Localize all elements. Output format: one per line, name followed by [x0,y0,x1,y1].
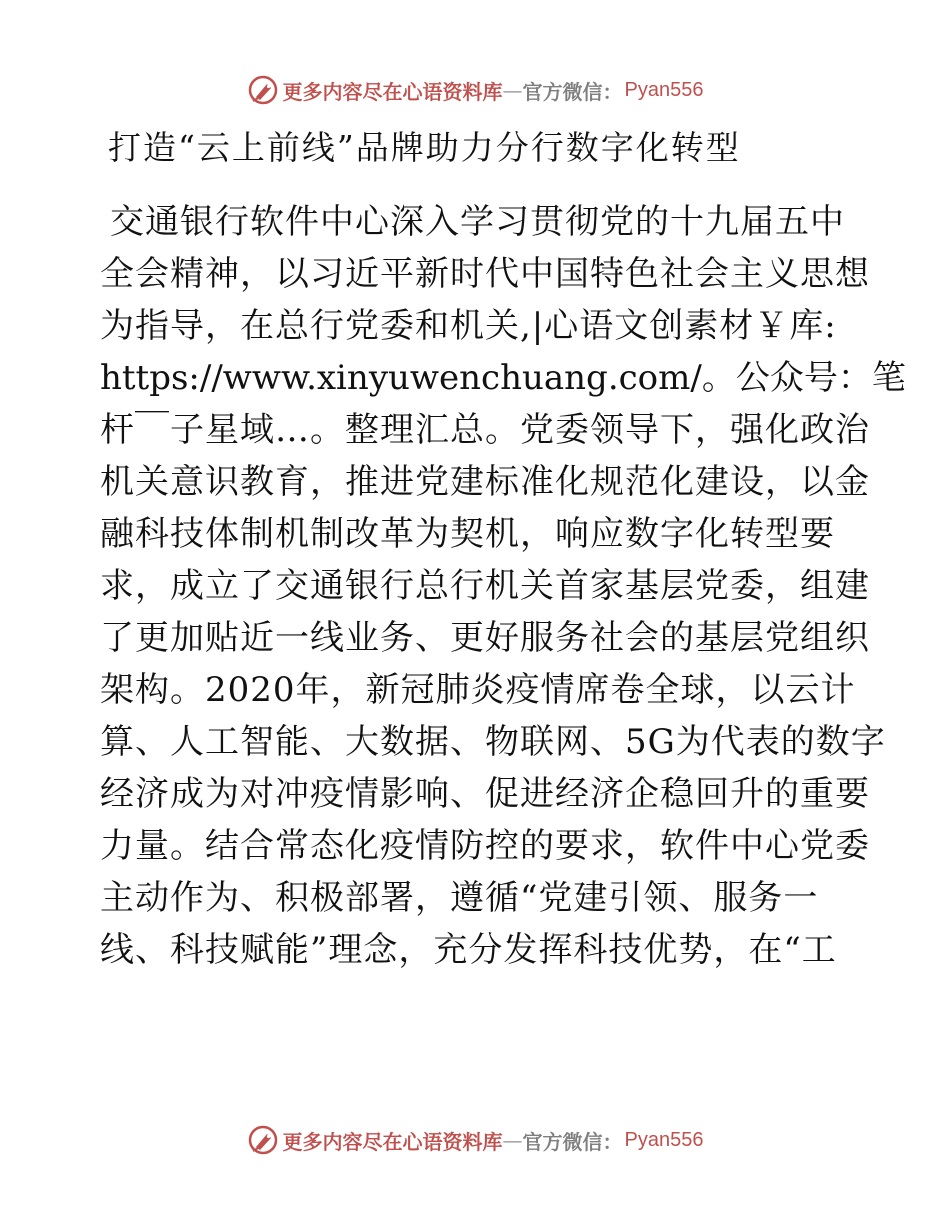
body-line: 机关意识教育，推进党建标准化规范化建设，以金 [100,462,870,502]
banner-brand-text: 更多内容尽在心语资料库 [282,79,503,104]
body-line: 杆￣子星域…。整理汇总。党委领导下，强化政治 [100,410,870,450]
body-line: 线、科技赋能”理念，充分发挥科技优势，在“工 [100,930,837,970]
body-line: 架构。2020年，新冠肺炎疫情席卷全球，以云计 [100,670,856,710]
pen-nib-logo-icon [247,1124,279,1156]
banner-official-label: 官方微信： [522,1129,623,1154]
document-body [100,196,906,976]
banner-dash: — [502,1128,523,1152]
body-line: https://www.xinyuwenchuang.com/。公众号：笔 [100,358,906,398]
header-banner [0,70,950,110]
body-line: 算、人工智能、大数据、物联网、5G为代表的数字 [100,722,886,762]
body-line: 为指导，在总行党委和机关,|心语文创素材￥库: [100,306,837,346]
body-line: 交通银行软件中心深入学习贯彻党的十九届五中 [110,202,845,242]
banner-wechat-id: Pyan556 [624,1128,704,1151]
body-line: 主动作为、积极部署，遵循“党建引领、服务一 [100,878,819,918]
document-title: 打造“云上前线”品牌助力分行数字化转型 [108,128,741,167]
banner-brand-text: 更多内容尽在心语资料库 [282,1129,503,1154]
pen-nib-logo-icon [247,74,279,106]
body-line: 经济成为对冲疫情影响、促进经济企稳回升的重要 [100,774,870,814]
footer-banner [0,1120,950,1160]
body-line: 融科技体制机制改革为契机，响应数字化转型要 [100,514,835,554]
body-line: 求，成立了交通银行总行机关首家基层党委，组建 [100,566,870,606]
body-line: 全会精神，以习近平新时代中国特色社会主义思想 [100,254,870,294]
body-line: 了更加贴近一线业务、更好服务社会的基层党组织 [100,618,870,658]
body-line: 力量。结合常态化疫情防控的要求，软件中心党委 [100,826,870,866]
banner-dash: — [502,78,523,102]
banner-wechat-id: Pyan556 [624,78,704,101]
banner-official-label: 官方微信： [522,79,623,104]
